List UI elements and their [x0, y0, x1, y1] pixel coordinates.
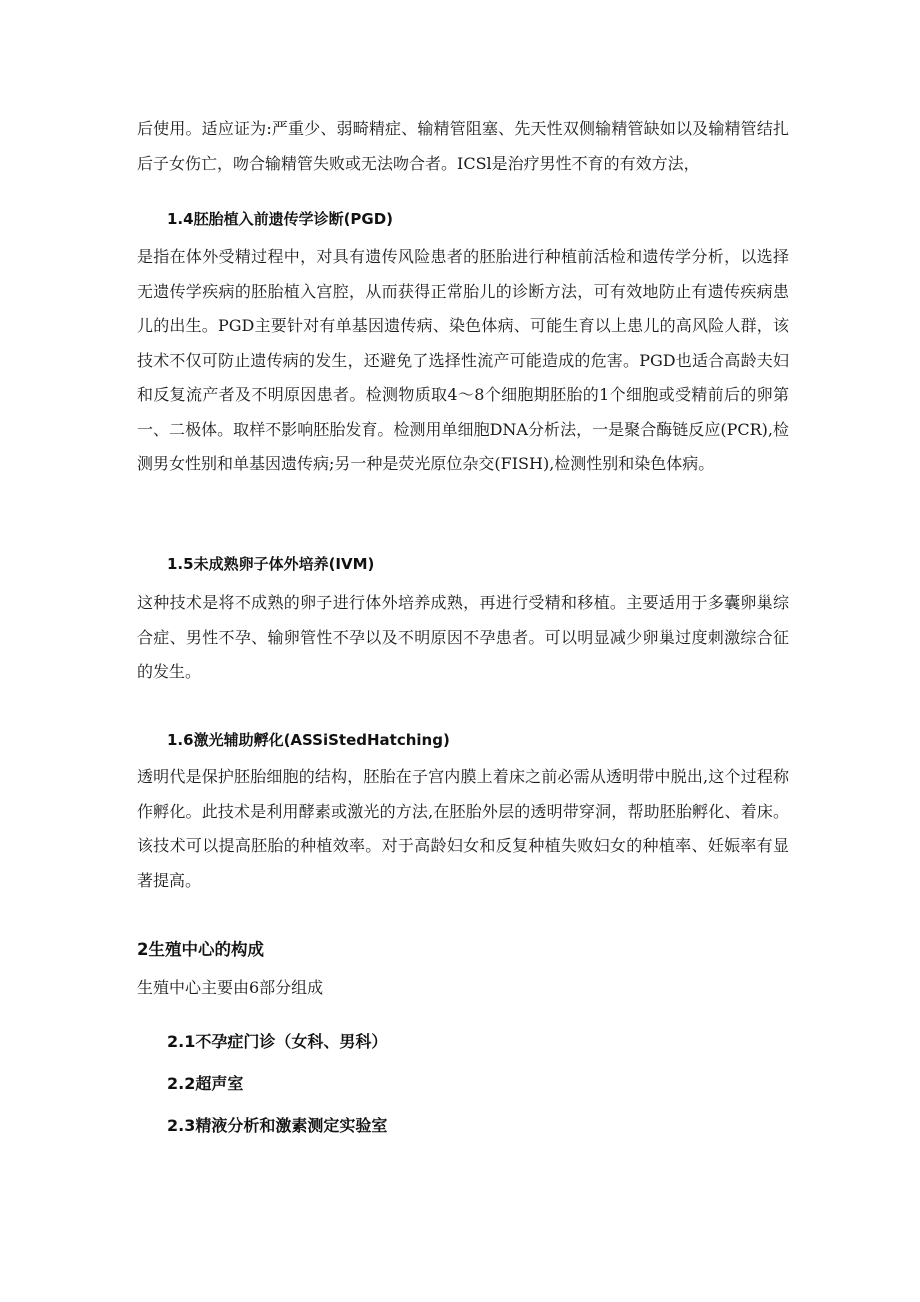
subsection-heading-semen-lab: 2.3精液分析和激素测定实验室 — [167, 1116, 388, 1135]
chapter-heading: 2生殖中心的构成 — [137, 940, 264, 959]
continuation-paragraph: 后使用。适应证为:严重少、弱畸精症、输精管阻塞、先天性双侧输精管缺如以及输精管结扎后子女伤亡，吻合输精管失败或无法吻合者。ICSl是治疗男性不育的有效方法， — [137, 119, 789, 173]
subsection-heading-infertility-clinic: 2.1不孕症门诊（女科、男科） — [167, 1032, 388, 1051]
section-heading-pgd: 1.4胚胎植入前遗传学诊断(PGD) — [167, 210, 394, 228]
section-body-assisted-hatching: 透明代是保护胚胎细胞的结构，胚胎在子宫内膜上着床之前必需从透明带中脱出,这个过程称作孵化。此技术是利用酵素或激光的方法,在胚胎外层的透明带穿洞，帮助胚胎孵化、着床。该技术可以提高胚胎的种植效率。对于高龄妇女和反复种植失败妇女的种植率、妊娠率有显著提高。 — [137, 767, 789, 890]
section-body-ivm: 这种技术是将不成熟的卵子进行体外培养成熟，再进行受精和移植。主要适用于多囊卵巢综合症、男性不孕、输卵管性不孕以及不明原因不孕患者。可以明显减少卵巢过度刺激综合征的发生。 — [137, 593, 789, 681]
section-body-pgd: 是指在体外受精过程中，对具有遗传风险患者的胚胎进行种植前活检和遗传学分析，以选择无遗传学疾病的胚胎植入宫腔，从而获得正常胎儿的诊断方法，可有效地防止有遗传疾病患儿的出生。PGD主要针对有单基因遗传病、染色体病、可能生育以上患儿的高风险人群，该技术不仅可防止遗传病的发生，还避免了选择性流产可能造成的危害。PGD也适合高龄夫妇和反复流产者及不明原因患者。检测物质取4～8个细胞期胚胎的1个细胞或受精前后的卵第一、二极体。取样不影响胚胎发育。检测用单细胞DNA分析法，一是聚合酶链反应(PCR),检测男女性别和单基因遗传病;另一种是荧光原位杂交(FISH),检测性别和染色体病。 — [137, 247, 789, 473]
section-heading-assisted-hatching: 1.6激光辅助孵化(ASSiStedHatching) — [167, 731, 450, 749]
chapter-intro: 生殖中心主要由6部分组成 — [137, 978, 324, 997]
subsection-heading-ultrasound-room: 2.2超声室 — [167, 1074, 244, 1093]
section-heading-ivm: 1.5未成熟卵子体外培养(IVM) — [167, 555, 375, 573]
